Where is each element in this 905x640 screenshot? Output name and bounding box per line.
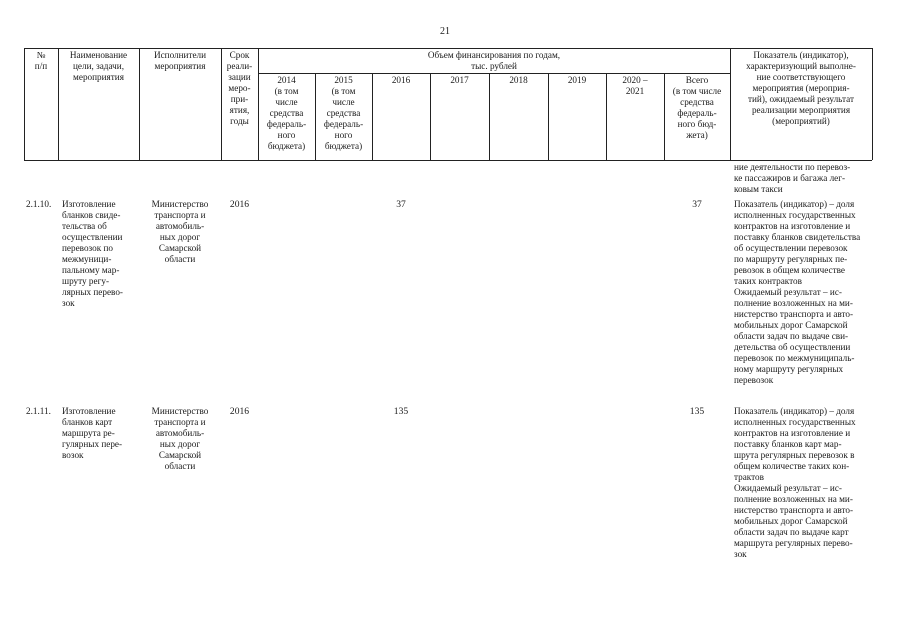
row-name: Изготовление бланков карт маршрута ре- гулярных пере- возок	[62, 406, 123, 460]
header-col-term: Срок реали- зации меро- при- ятия, годы	[226, 50, 253, 126]
row-value-total: 37	[692, 199, 702, 210]
header-col-indicator: Показатель (индикатор), характеризующий выполне- ние соответствующего мероприятия (мероприя- тий), ожидаемый результат реализации мероприятия (мероприятий)	[746, 50, 856, 126]
header-year-2016: 2016	[391, 75, 411, 85]
row-executor: Министерство транспорта и автомобиль- ных дорог Самарской области	[151, 199, 209, 264]
header-col-name: Наименование цели, задачи, мероприятия	[69, 50, 128, 82]
row-indicator: Показатель (индикатор) – доля исполненных государственных контрактов на изготовление и поставку бланков карт мар- шрута регулярных перевозок в общем количестве таких кон- трактов Ожидаемый результат – ис- полнение возложенных на ми- нистерство транспорта и авто- мобильных дорог Самарской области задач по выдаче карт маршрута регулярных перево- зок	[734, 406, 856, 559]
carryover-text: ние деятельности по перевоз- ке пассажиров и багажа лег- ковым такси	[734, 162, 851, 194]
header-year-2018: 2018	[509, 75, 528, 85]
header-year-2015: 2015 (в том числе средства федераль- ного бюджета)	[323, 75, 364, 151]
row-executor: Министерство транспорта и автомобиль- ных дорог Самарской области	[151, 406, 209, 471]
row-term: 2016	[229, 406, 250, 417]
header-year-2020-2021: 2020 – 2021	[622, 75, 648, 96]
header-col-executor: Исполнители мероприятия	[153, 50, 207, 71]
row-number: 2.1.11.	[26, 406, 51, 416]
header-year-2014: 2014 (в том числе средства федераль- ного бюджета)	[266, 75, 307, 151]
header-year-2019: 2019	[567, 75, 587, 85]
page-number: 21	[440, 26, 450, 37]
row-name: Изготовление бланков свиде- тельства об осуществлении перевозок по межмуници- пальному мар- шруту регу- лярных перево- зок	[62, 199, 123, 308]
header-col-number: № п/п	[34, 50, 48, 71]
header-financing-title: Объем финансирования по годам, тыс. рублей	[427, 50, 561, 71]
row-value-2016: 37	[396, 199, 406, 210]
header-year-2017: 2017	[450, 75, 469, 85]
row-term: 2016	[229, 199, 250, 210]
row-value-2016: 135	[393, 406, 409, 417]
row-number: 2.1.10.	[26, 199, 52, 209]
row-indicator: Показатель (индикатор) – доля исполненных государственных контрактов на изготовление и поставку бланков свидетельства об осуществлении перевозок по маршруту регулярных пе- ревозок в общем количестве таких контрактов Ожидаемый результат – ис- полнение возложенных на ми- нистерство транспорта и авто- мобильных дорог Самарской области задач по выдаче сви- детельства об осуществлении перевозок по межмуниципаль- ному маршруту регулярных перевозок	[734, 199, 861, 385]
header-total: Всего (в том числе средства федераль- ного бюд- жета)	[672, 75, 722, 140]
row-value-total: 135	[689, 406, 705, 417]
